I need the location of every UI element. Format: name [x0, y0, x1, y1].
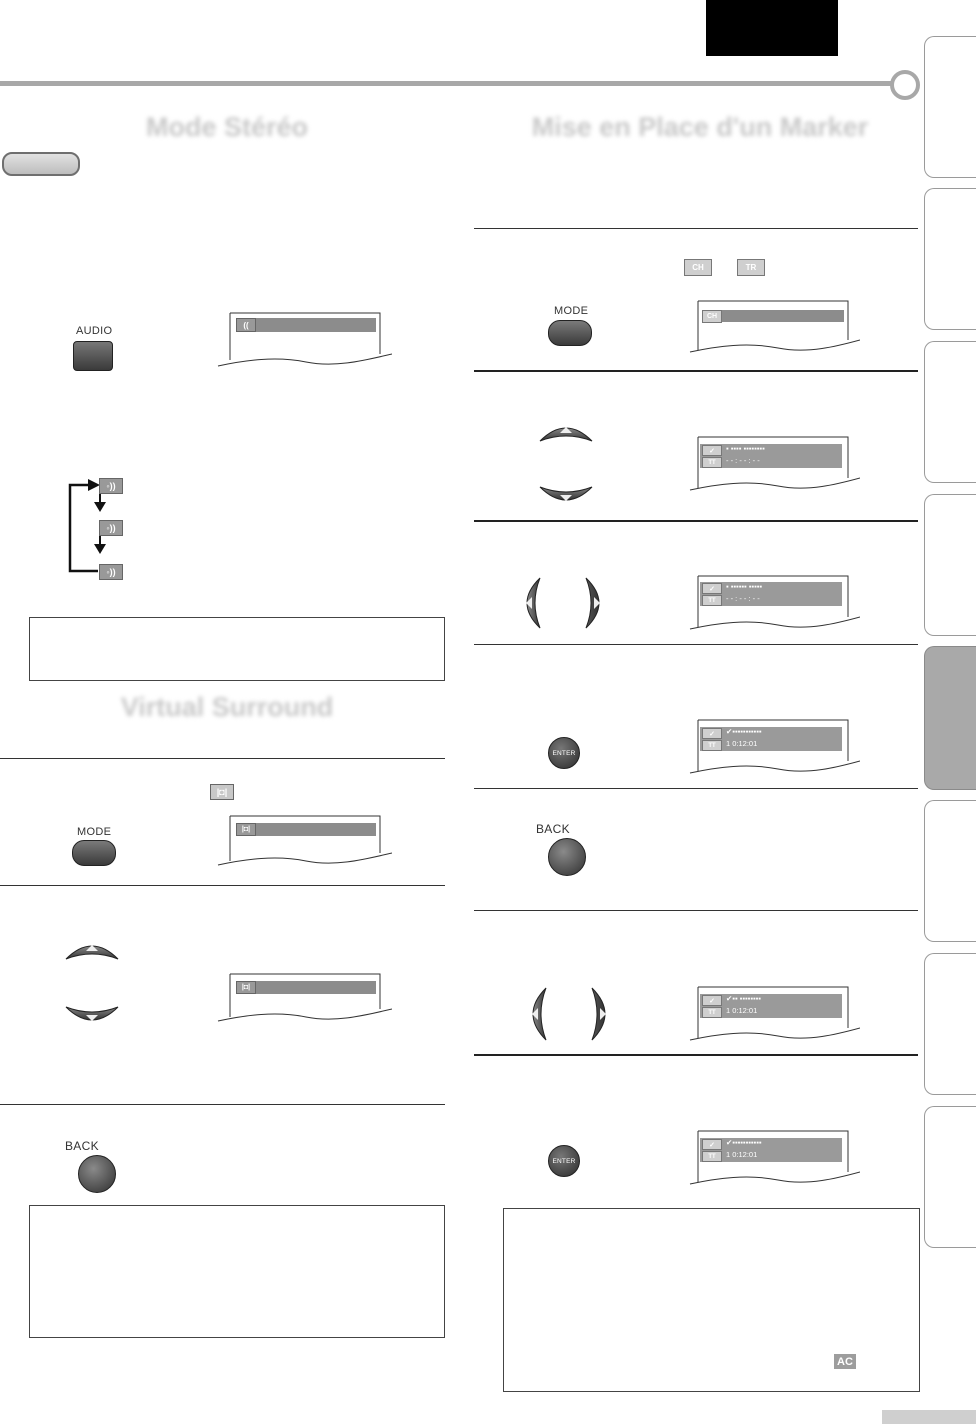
osd-dash-1: - - : - - : - - — [726, 456, 760, 465]
audio-mode-icon-3: ◦)) — [99, 564, 123, 580]
right-arrow-button[interactable] — [588, 986, 616, 1042]
header-rule — [0, 81, 896, 86]
divider — [474, 228, 918, 229]
divider — [0, 758, 445, 759]
left-arrow-button[interactable] — [522, 986, 550, 1042]
header-rule-end-circle — [890, 70, 920, 100]
surround-icon: |◘| — [210, 784, 234, 800]
up-arrow-button[interactable] — [64, 935, 120, 963]
audio-mode-icon-1: ◦)) — [99, 478, 123, 494]
ac-icon: AC — [834, 1354, 856, 1369]
osd-screen-marker-4: ✓ TT ✔▪▪ ▪▪▪▪▪▪▪▪ 1 0:12:01 — [688, 986, 860, 1042]
divider — [474, 370, 918, 372]
side-tab-1[interactable] — [924, 36, 976, 178]
side-tab-5-active[interactable] — [924, 646, 976, 790]
enter-button[interactable]: ENTER — [548, 1145, 580, 1177]
osd-screen-marker-1: ✓ TT ▪ ▪▪▪▪ ▪▪▪▪▪▪▪▪ - - : - - : - - — [688, 436, 860, 492]
heading-stereo: Mode Stéréo — [145, 112, 309, 142]
note-box-stereo — [29, 617, 445, 681]
page-footer-bar — [882, 1410, 976, 1424]
osd-time-1: 1 0:12:01 — [726, 739, 758, 748]
audio-mode-icon-2: ◦)) — [99, 520, 123, 536]
disc-type-pill — [2, 152, 80, 176]
back-button[interactable] — [548, 838, 586, 876]
side-tab-2[interactable] — [924, 188, 976, 330]
side-tab-8[interactable] — [924, 1106, 976, 1248]
back-button[interactable] — [78, 1155, 116, 1193]
side-tab-4[interactable] — [924, 494, 976, 636]
osd-screen-marker-5: ✓ TT ✔▪▪▪▪▪▪▪▪▪▪▪ 1 0:12:01 — [688, 1130, 860, 1186]
divider — [0, 1104, 445, 1105]
audio-button[interactable] — [73, 341, 113, 371]
enter-button[interactable]: ENTER — [548, 737, 580, 769]
divider — [474, 520, 918, 522]
divider — [474, 644, 918, 645]
divider — [474, 1054, 918, 1056]
up-arrow-button[interactable] — [538, 417, 594, 445]
divider — [474, 910, 918, 911]
divider — [474, 788, 918, 789]
side-tab-3[interactable] — [924, 341, 976, 483]
back-button-label: BACK — [536, 822, 570, 836]
osd-time-2: 1 0:12:01 — [726, 1006, 758, 1015]
osd-screen-marker-ch: CH — [688, 300, 860, 356]
osd-screen-stereo — [216, 312, 392, 370]
osd-screen-marker-3: ✓ TT ✔▪▪▪▪▪▪▪▪▪▪▪ 1 0:12:01 — [688, 719, 860, 775]
left-arrow-button[interactable] — [516, 576, 544, 630]
heading-marker: Mise en Place d'un Marker — [531, 112, 869, 142]
header-black-block — [706, 0, 838, 56]
osd-screen-surround-1: |◘| — [216, 815, 392, 869]
divider — [0, 885, 445, 886]
down-arrow-button[interactable] — [538, 483, 594, 511]
osd-screen-surround-2: |◘| — [216, 973, 392, 1025]
heading-surround: Virtual Surround — [120, 692, 334, 722]
osd-time-3: 1 0:12:01 — [726, 1150, 758, 1159]
tr-icon: TR — [737, 259, 765, 276]
right-arrow-button[interactable] — [582, 576, 610, 630]
down-arrow-button[interactable] — [64, 1003, 120, 1031]
mode-button[interactable] — [72, 840, 116, 866]
stereo-icon: (( — [236, 318, 256, 332]
note-box-marker — [503, 1208, 920, 1392]
audio-button-label: AUDIO — [76, 325, 113, 337]
side-tab-6[interactable] — [924, 800, 976, 942]
osd-dash-2: - - : - - : - - — [726, 594, 760, 603]
side-tab-7[interactable] — [924, 953, 976, 1095]
mode-button-label: MODE — [77, 826, 112, 838]
mode-button-label: MODE — [554, 305, 589, 317]
note-box-surround — [29, 1205, 445, 1338]
ch-icon: CH — [684, 259, 712, 276]
mode-button[interactable] — [548, 320, 592, 346]
osd-screen-marker-2: ✓ TT ▪ ▪▪▪▪▪▪ ▪▪▪▪▪ - - : - - : - - — [688, 575, 860, 631]
back-button-label: BACK — [65, 1139, 99, 1153]
